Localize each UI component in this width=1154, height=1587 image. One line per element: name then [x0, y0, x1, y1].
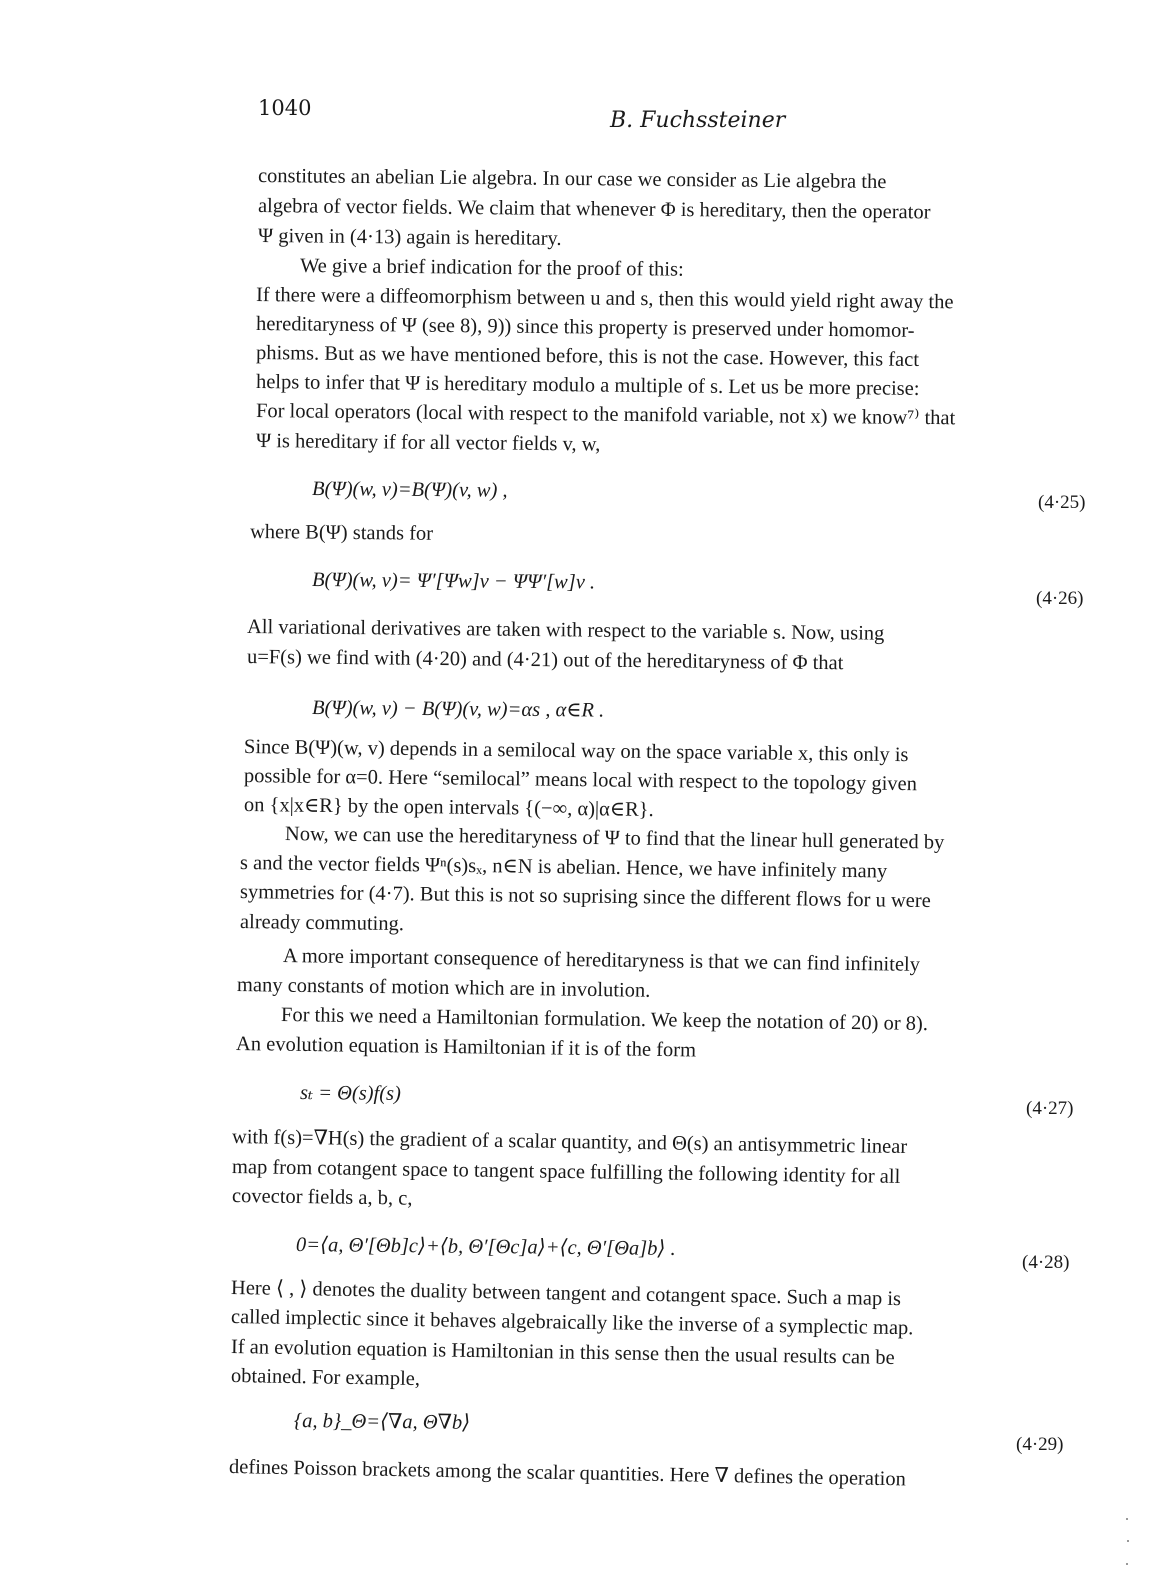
equation-number: (4·29) [1016, 1434, 1064, 1455]
text-line: symmetries for (4·7). But this is not so suprising since the different flows for u were [239, 881, 931, 913]
text-line: where B(Ψ) stands for [249, 521, 434, 545]
text-line: map from cotangent space to tangent space fulfilling the following identity for all [231, 1156, 901, 1188]
running-head-author: B. Fuchssteiner [610, 108, 786, 133]
equation-number: (4·26) [1036, 588, 1084, 609]
equation: {a, b}_Θ=⟨∇a, Θ∇b⟩ [293, 1410, 471, 1434]
text-line: covector fields a, b, c, [231, 1185, 413, 1210]
equation: 0=⟨a, Θ′[Θb]c⟩+⟨b, Θ′[Θc]a⟩+⟨c, Θ′[Θa]b⟩ . [295, 1234, 676, 1260]
text-line: possible for α=0. Here “semilocal” means local with respect to the topology given [243, 765, 918, 796]
scan-speck [1126, 1563, 1128, 1565]
text-line: s and the vector fields Ψⁿ(s)sₓ, n∈N is abelian. Hence, we have infinitely many [239, 852, 888, 883]
text-line: hereditaryness of Ψ (see 8), 9)) since this property is preserved under homomor- [255, 313, 915, 342]
text-line: Since B(Ψ)(w, v) depends in a semilocal way on the space variable x, this only is [243, 736, 909, 767]
text-line: on {x|x∈R} by the open intervals {(−∞, α)|α∈R}. [243, 794, 654, 822]
text-line: algebra of vector fields. We claim that whenever Φ is hereditary, then the operator [257, 195, 931, 224]
text-line: A more important consequence of hereditaryness is that we can find infinitely [282, 945, 921, 976]
text-line: Here ⟨ , ⟩ denotes the duality between tangent and cotangent space. Such a map is [230, 1277, 902, 1311]
text-line: For local operators (local with respect to the manifold variable, not x) we know⁷⁾ that [255, 400, 956, 430]
text-line: We give a brief indication for the proof of this: [299, 255, 684, 281]
equation-number: (4·25) [1038, 492, 1086, 513]
text-line: If an evolution equation is Hamiltonian in this sense then the usual results can be [230, 1336, 895, 1370]
equation: B(Ψ)(w, v)= Ψ′[Ψw]v − ΨΨ′[w]v . [311, 569, 596, 594]
equation: B(Ψ)(w, v)=B(Ψ)(v, w) , [311, 478, 508, 502]
text-line: already commuting. [239, 911, 405, 936]
page-number: 1040 [258, 96, 312, 120]
text-line: An evolution equation is Hamiltonian if it is of the form [235, 1033, 697, 1062]
text-line: phisms. But as we have mentioned before, this is not the case. However, this fact [255, 342, 920, 371]
text-line: Ψ is hereditary if for all vector fields v, w, [255, 430, 601, 456]
text-line: helps to infer that Ψ is hereditary modulo a multiple of s. Let us be more precise: [255, 371, 920, 400]
text-line: with f(s)=∇H(s) the gradient of a scalar quantity, and Θ(s) an antisymmetric linear [231, 1126, 908, 1159]
equation-number: (4·28) [1022, 1252, 1070, 1273]
scan-speck [1127, 1540, 1129, 1542]
scan-speck [1126, 1518, 1128, 1520]
equation: B(Ψ)(w, v) − B(Ψ)(v, w)=αs , α∈R . [311, 697, 605, 722]
text-line: constitutes an abelian Lie algebra. In our case we consider as Lie algebra the [257, 165, 887, 194]
text-line: If there were a diffeomorphism between u and s, then this would yield right away the [255, 284, 954, 314]
text-line: Now, we can use the hereditaryness of Ψ to find that the linear hull generated by [284, 823, 945, 854]
text-line: many constants of motion which are in involution. [236, 974, 651, 1002]
text-line: For this we need a Hamiltonian formulation. We keep the notation of 20) or 8). [280, 1004, 929, 1036]
text-line: All variational derivatives are taken with respect to the variable s. Now, using [246, 616, 885, 645]
equation: sₜ = Θ(s)f(s) [299, 1082, 401, 1105]
equation-number: (4·27) [1026, 1098, 1074, 1119]
text-line: called implectic since it behaves algebraically like the inverse of a symplectic map. [230, 1306, 914, 1340]
text-line: obtained. For example, [230, 1365, 421, 1391]
text-line: Ψ given in (4·13) again is hereditary. [257, 225, 562, 250]
text-line: u=F(s) we find with (4·20) and (4·21) out of the hereditaryness of Φ that [246, 646, 844, 675]
text-line: defines Poisson brackets among the scalar quantities. Here ∇ defines the operation [228, 1456, 907, 1491]
